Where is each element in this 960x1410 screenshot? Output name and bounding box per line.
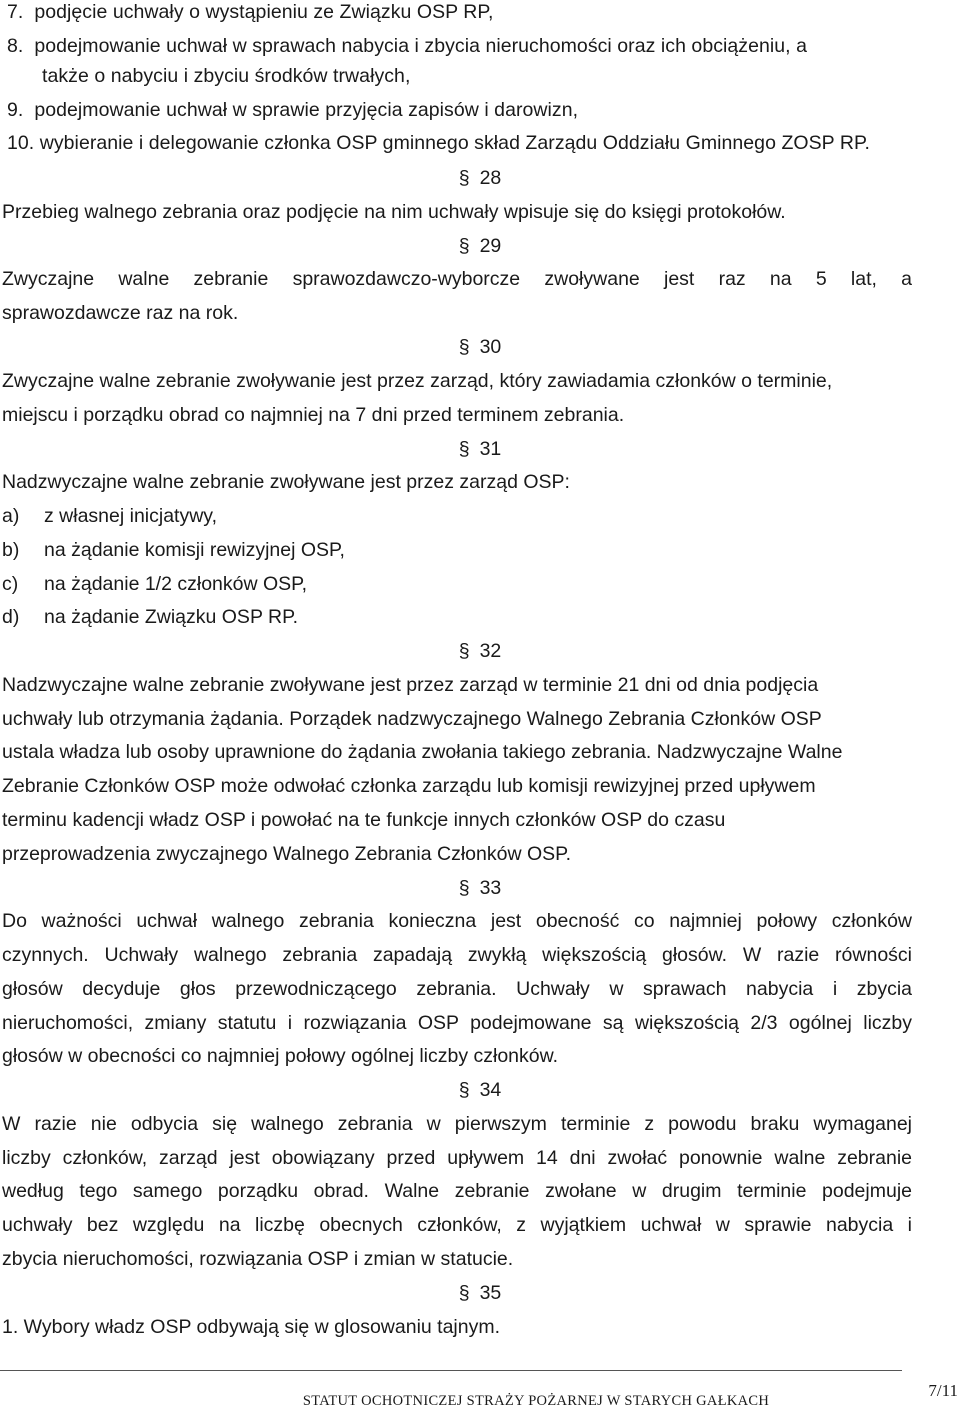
paragraph-33-line-3: głosów decyduje głos przewodniczącego zebrania. Uchwały w sprawach nabycia i zbycia (2, 978, 912, 1000)
list-item-a: a) z własnej inicjatywy, (2, 505, 218, 527)
list-item-9: 9. podejmowanie uchwał w sprawie przyjęcia zapisów i darowizn, (7, 99, 579, 121)
section-heading-34: § 34 (458, 1079, 502, 1101)
paragraph-34-line-2: liczby członków, zarząd jest obowiązany przed upływem 14 dni zwołać ponownie walne zebranie (2, 1147, 912, 1169)
paragraph-32-line-3: ustala władza lub osoby uprawnione do żądania zwołania takiego zebrania. Nadzwyczajne Walne (2, 741, 843, 763)
paragraph-32-line-2: uchwały lub otrzymania żądania. Porządek nadzwyczajnego Walnego Zebrania Członków OSP (2, 708, 822, 730)
paragraph-34-line-3: według tego samego porządku obrad. Walne zebranie zwołane w drugim terminie podejmuje (2, 1180, 912, 1202)
section-heading-28: § 28 (458, 167, 502, 189)
paragraph-29-line-2: sprawozdawcze raz na rok. (2, 302, 239, 324)
paragraph-33-line-2: czynnych. Uchwały walnego zebrania zapadają zwykłą większością głosów. W razie równości (2, 944, 912, 966)
section-heading-32: § 32 (458, 640, 502, 662)
paragraph-34-line-4: uchwały bez względu na liczbę obecnych członków, z wyjątkiem uchwał w sprawie nabycia i (2, 1214, 912, 1236)
section-heading-29: § 29 (458, 235, 502, 257)
paragraph-31-line-1: Nadzwyczajne walne zebranie zwoływane jest przez zarząd OSP: (2, 471, 570, 493)
paragraph-32-line-4: Zebranie Członków OSP może odwołać członka zarządu lub komisji rewizyjnej przed upływem (2, 775, 816, 797)
paragraph-30-line-1: Zwyczajne walne zebranie zwoływanie jest przez zarząd, który zawiadamia członków o terminie, (2, 370, 833, 392)
paragraph-32-line-6: przeprowadzenia zwyczajnego Walnego Zebrania Członków OSP. (2, 843, 572, 865)
paragraph-28-line-1: Przebieg walnego zebrania oraz podjęcie na nim uchwały wpisuje się do księgi protokołów. (2, 201, 786, 223)
list-item-b: b) na żądanie komisji rewizyjnej OSP, (2, 539, 345, 561)
list-item-d: d) na żądanie Związku OSP RP. (2, 606, 299, 628)
paragraph-33-line-1: Do ważności uchwał walnego zebrania konieczna jest obecność co najmniej połowy członków (2, 910, 912, 932)
paragraph-35-line-1: 1. Wybory władz OSP odbywają się w glosowaniu tajnym. (2, 1316, 501, 1338)
paragraph-29-line-1: Zwyczajne walne zebranie sprawozdawczo-wyborcze zwoływane jest raz na 5 lat, a (2, 268, 912, 290)
list-item-8: 8. podejmowanie uchwał w sprawach nabycia i zbycia nieruchomości oraz ich obciążeniu, a (7, 35, 807, 57)
section-heading-33: § 33 (458, 877, 502, 899)
paragraph-32-line-1: Nadzwyczajne walne zebranie zwoływane jest przez zarząd w terminie 21 dni od dnia podjęcia (2, 674, 819, 696)
paragraph-32-line-5: terminu kadencji władz OSP i powołać na te funkcje innych członków OSP do czasu (2, 809, 726, 831)
list-item-c: c) na żądanie 1/2 członków OSP, (2, 573, 308, 595)
section-heading-31: § 31 (458, 438, 502, 460)
section-heading-35: § 35 (458, 1282, 502, 1304)
page-number: 7/11 (928, 1381, 958, 1400)
paragraph-33-line-4: nieruchomości, zmiany statutu i rozwiązania OSP podejmowane są większością 2/3 ogólnej liczby (2, 1012, 912, 1034)
list-item-10: 10. wybieranie i delegowanie członka OSP gminnego skład Zarządu Oddziału Gminnego ZOSP RP. (7, 132, 870, 154)
footer-document-title: STATUT OCHOTNICZEJ STRAŻY POŻARNEJ W STARYCH GAŁKACH (302, 1393, 770, 1409)
paragraph-30-line-2: miejscu i porządku obrad co najmniej na 7 dni przed terminem zebrania. (2, 404, 625, 426)
list-item-7: 7. podjęcie uchwały o wystąpieniu ze Związku OSP RP, (7, 1, 494, 23)
paragraph-34-line-5: zbycia nieruchomości, rozwiązania OSP i zmian w statucie. (2, 1248, 514, 1270)
list-item-8-continuation: także o nabyciu i zbyciu środków trwałych, (42, 65, 411, 87)
section-heading-30: § 30 (458, 336, 502, 358)
paragraph-34-line-1: W razie nie odbycia się walnego zebrania w pierwszym terminie z powodu braku wymaganej (2, 1113, 912, 1135)
paragraph-33-line-5: głosów w obecności co najmniej połowy ogólnej liczby członków. (2, 1045, 559, 1067)
footer-divider (0, 1370, 902, 1371)
